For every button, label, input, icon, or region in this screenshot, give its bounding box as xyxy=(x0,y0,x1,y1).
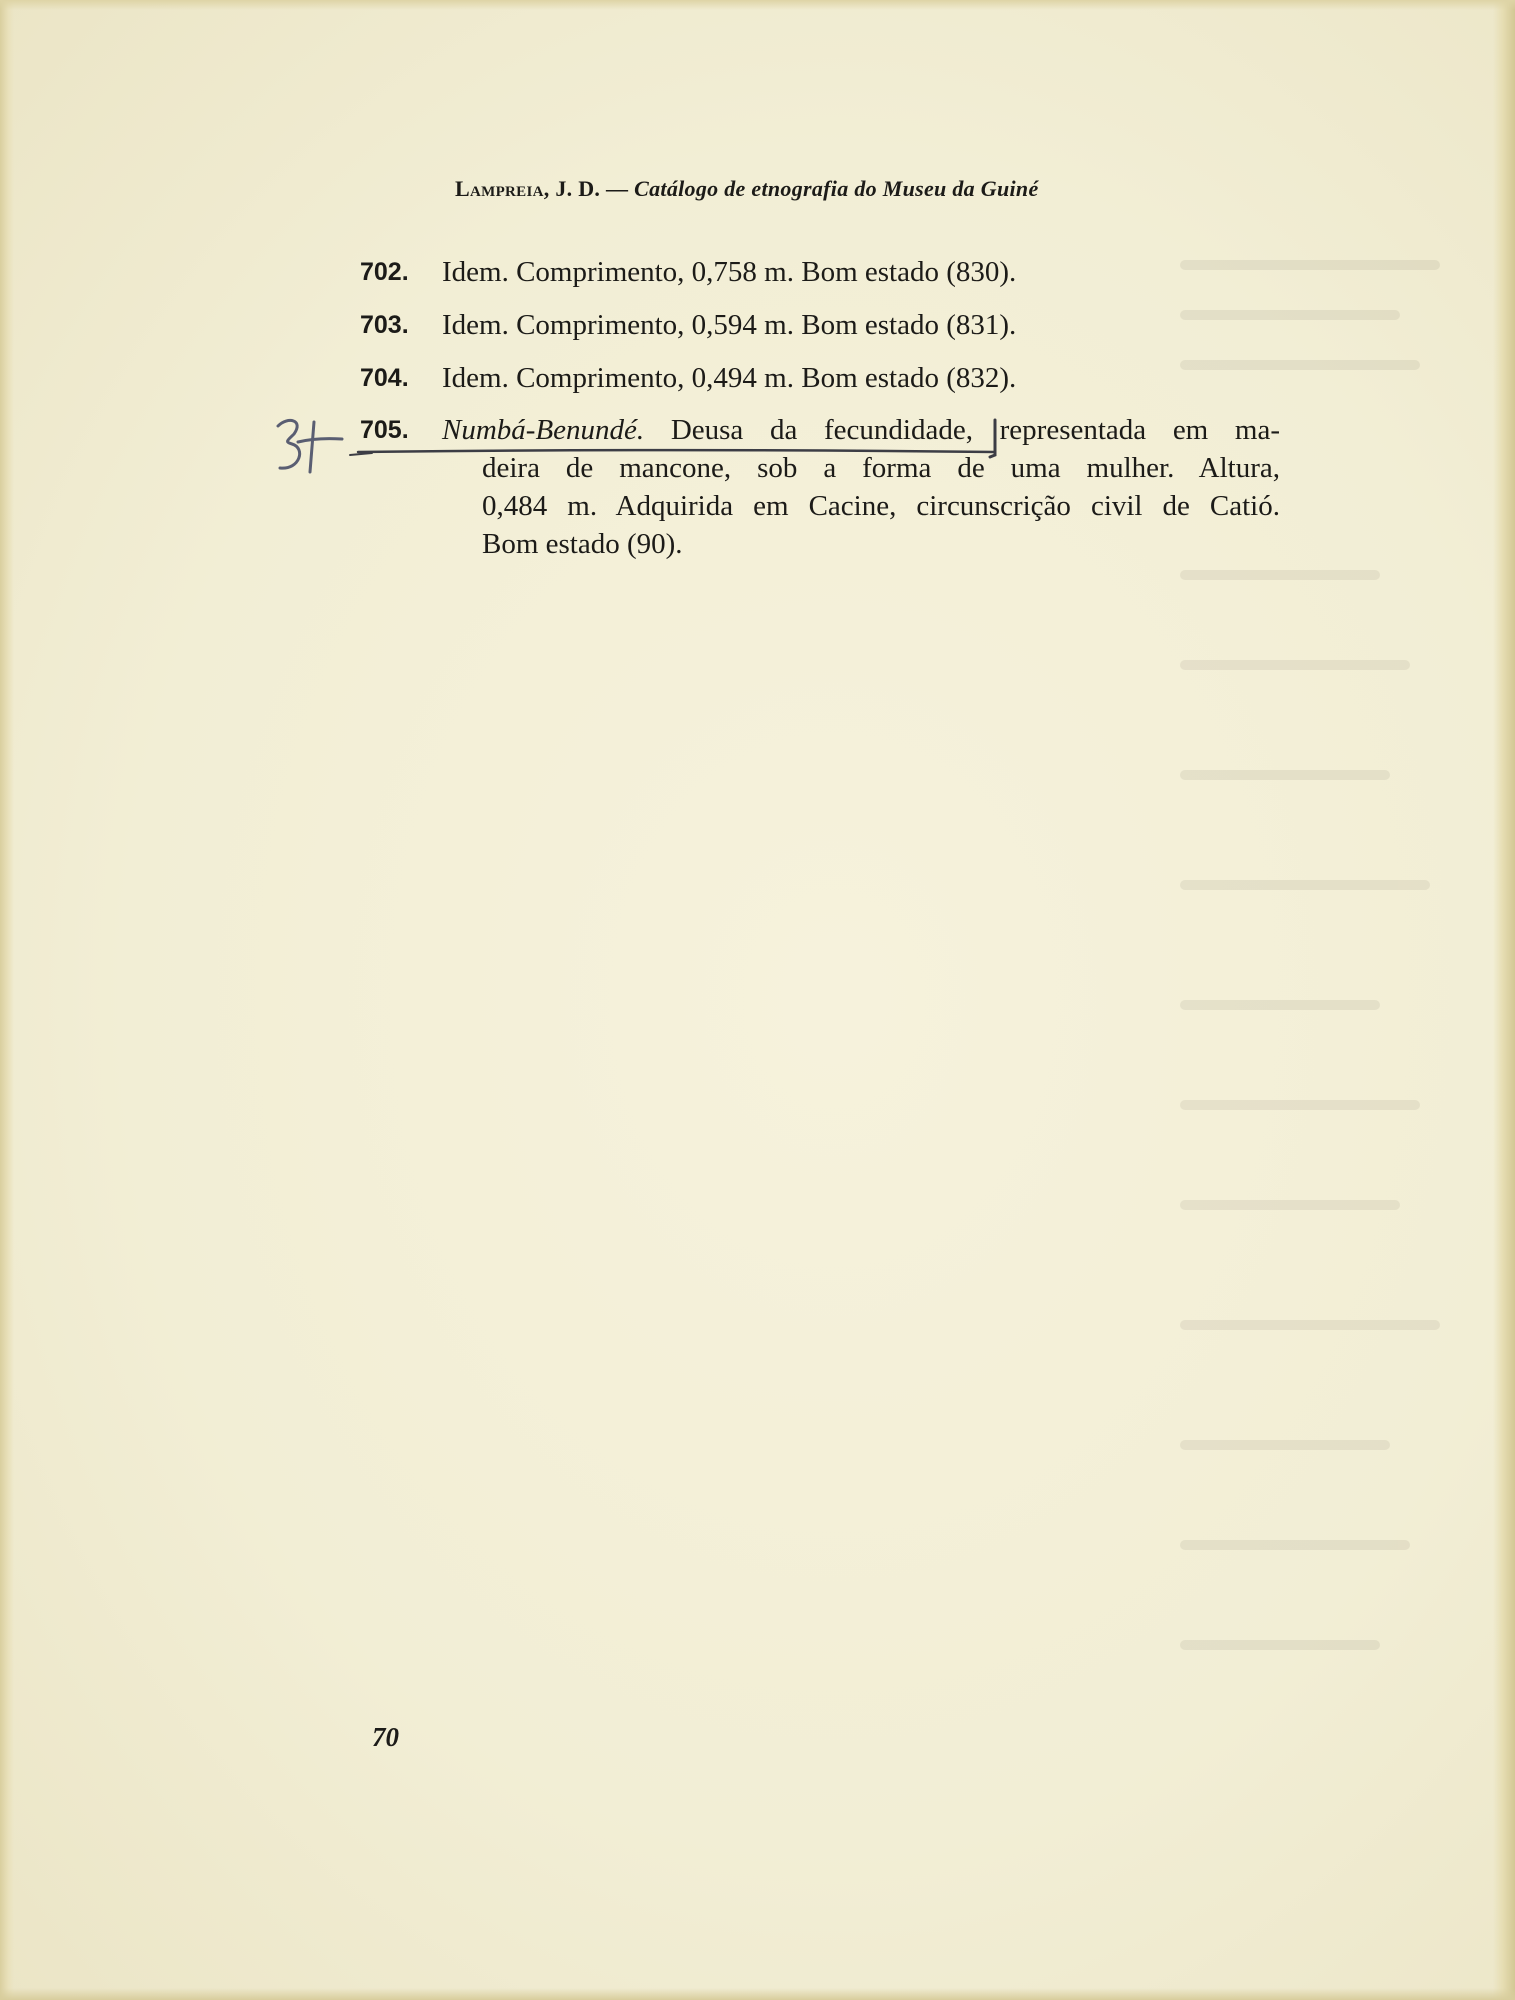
entry-text xyxy=(442,411,1280,563)
page-number: 70 xyxy=(372,1722,399,1752)
handwritten-annotation xyxy=(270,412,350,482)
paper-edge-right xyxy=(1493,0,1515,2000)
entry-line-3: 0,484 m. Adquirida em Cacine, circunscrição civil de Catió. xyxy=(482,490,1280,522)
paper-edge-left xyxy=(0,0,14,2000)
entry-number: 702. xyxy=(360,258,409,286)
entry-text: Idem. Comprimento, 0,594 m. Bom estado (831). xyxy=(442,309,1017,341)
entry-line-1 xyxy=(442,411,1280,449)
entry-line-2: deira de mancone, sob a forma de uma mulher. Altura, xyxy=(482,452,1280,484)
entry-text: Idem. Comprimento, 0,494 m. Bom estado (832). xyxy=(442,362,1017,394)
header-dash: — xyxy=(600,176,635,201)
entry-number: 705. xyxy=(360,416,409,444)
entry-number: 704. xyxy=(360,364,409,392)
paper-edge-top xyxy=(0,0,1515,10)
deity-name: Numbá-Benundé. xyxy=(442,414,645,446)
running-head xyxy=(455,176,1195,202)
entry-line-4: Bom estado (90). xyxy=(482,528,683,560)
entry-number: 703. xyxy=(360,311,409,339)
paper-edge-bottom xyxy=(0,1988,1515,2000)
header-title: Catálogo de etnografia do Museu da Guiné xyxy=(634,176,1039,201)
entry-line-1-rest: Deusa da fecundidade, representada em ma- xyxy=(670,414,1280,446)
entry-text: Idem. Comprimento, 0,758 m. Bom estado (830). xyxy=(442,256,1017,288)
header-author: Lampreia, J. D. xyxy=(455,176,601,201)
